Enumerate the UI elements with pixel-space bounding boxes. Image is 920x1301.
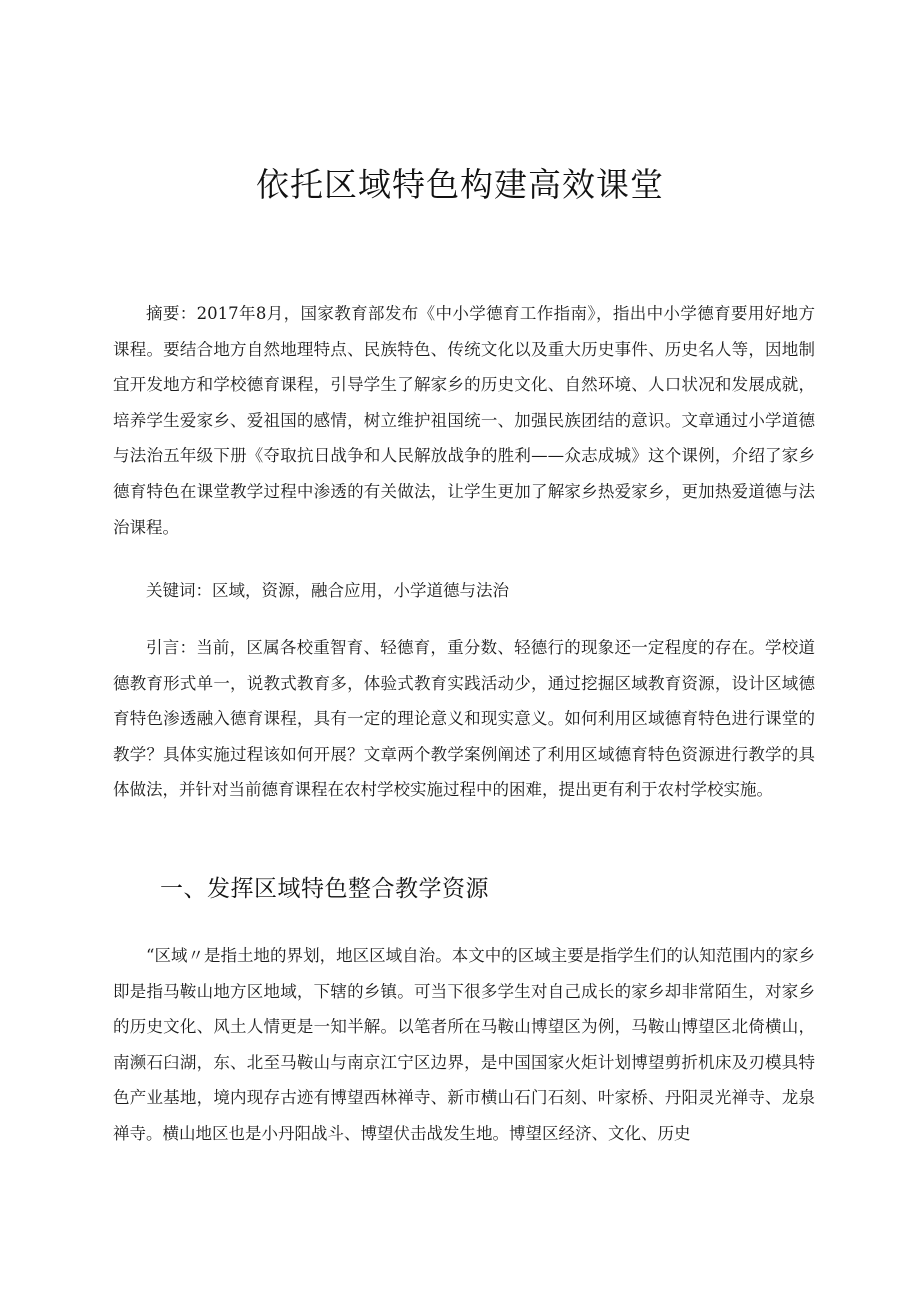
document-title: 依托区域特色构建高效课堂 [256, 165, 664, 204]
section-paragraph: “区域〃是指土地的界划，地区区域自治。本文中的区域主要是指学生们的认知范围内的家乡即是指马鞍山地方区地域，下辖的乡镇。可当下很多学生对自己成长的家乡却非常陌生，对家乡的历史文化、风土人情更是一知半解。以笔者所在马鞍山博望区为例，马鞍山博望区北倚横山，南濒石臼湖，东、北至马鞍山与南京江宁区边界，是中国国家火炬计划博望剪折机床及刃模具特色产业基地，境内现存古迹有博望西林禅寺、新市横山石门石刻、叶家桥、丹阳灵光禅寺、龙泉禅寺。横山地区也是小丹阳战斗、博望伏击战发生地。博望区经济、文化、历史 [113, 946, 815, 1143]
section-heading: 一、发挥区域特色整合教学资源 [160, 876, 489, 902]
intro-paragraph: 引言：当前，区属各校重智育、轻德育，重分数、轻德行的现象还一定程度的存在。学校道德教育形式单一，说教式教育多，体验式教育实践活动少，通过挖掘区域教育资源，设计区域德育特色渗透融入德育课程，具有一定的理论意义和现实意义。如何利用区域德育特色进行课堂的教学？具体实施过程该如何开展？文章两个教学案例阐述了利用区域德育特色资源进行教学的具体做法，并针对当前德育课程在农村学校实施过程中的困难，提出更有利于农村学校实施。 [113, 638, 815, 800]
abstract-paragraph: 摘要：2017年8月，国家教育部发布《中小学德育工作指南》，指出中小学德育要用好地方课程。要结合地方自然地理特点、民族特色、传统文化以及重大历史事件、历史名人等，因地制宜开发地方和学校德育课程，引导学生了解家乡的历史文化、自然环境、人口状况和发展成就，培养学生爱家乡、爱祖国的感情，树立维护祖国统一、加强民族团结的意识。文章通过小学道德与法治五年级下册《夺取抗日战争和人民解放战争的胜利——众志成城》这个课例，介绍了家乡德育特色在课堂教学过程中渗透的有关做法，让学生更加了解家乡热爱家乡，更加热爱道德与法治课程。 [113, 304, 815, 537]
keywords-paragraph: 关键词：区域，资源，融合应用，小学道德与法治 [146, 581, 509, 600]
